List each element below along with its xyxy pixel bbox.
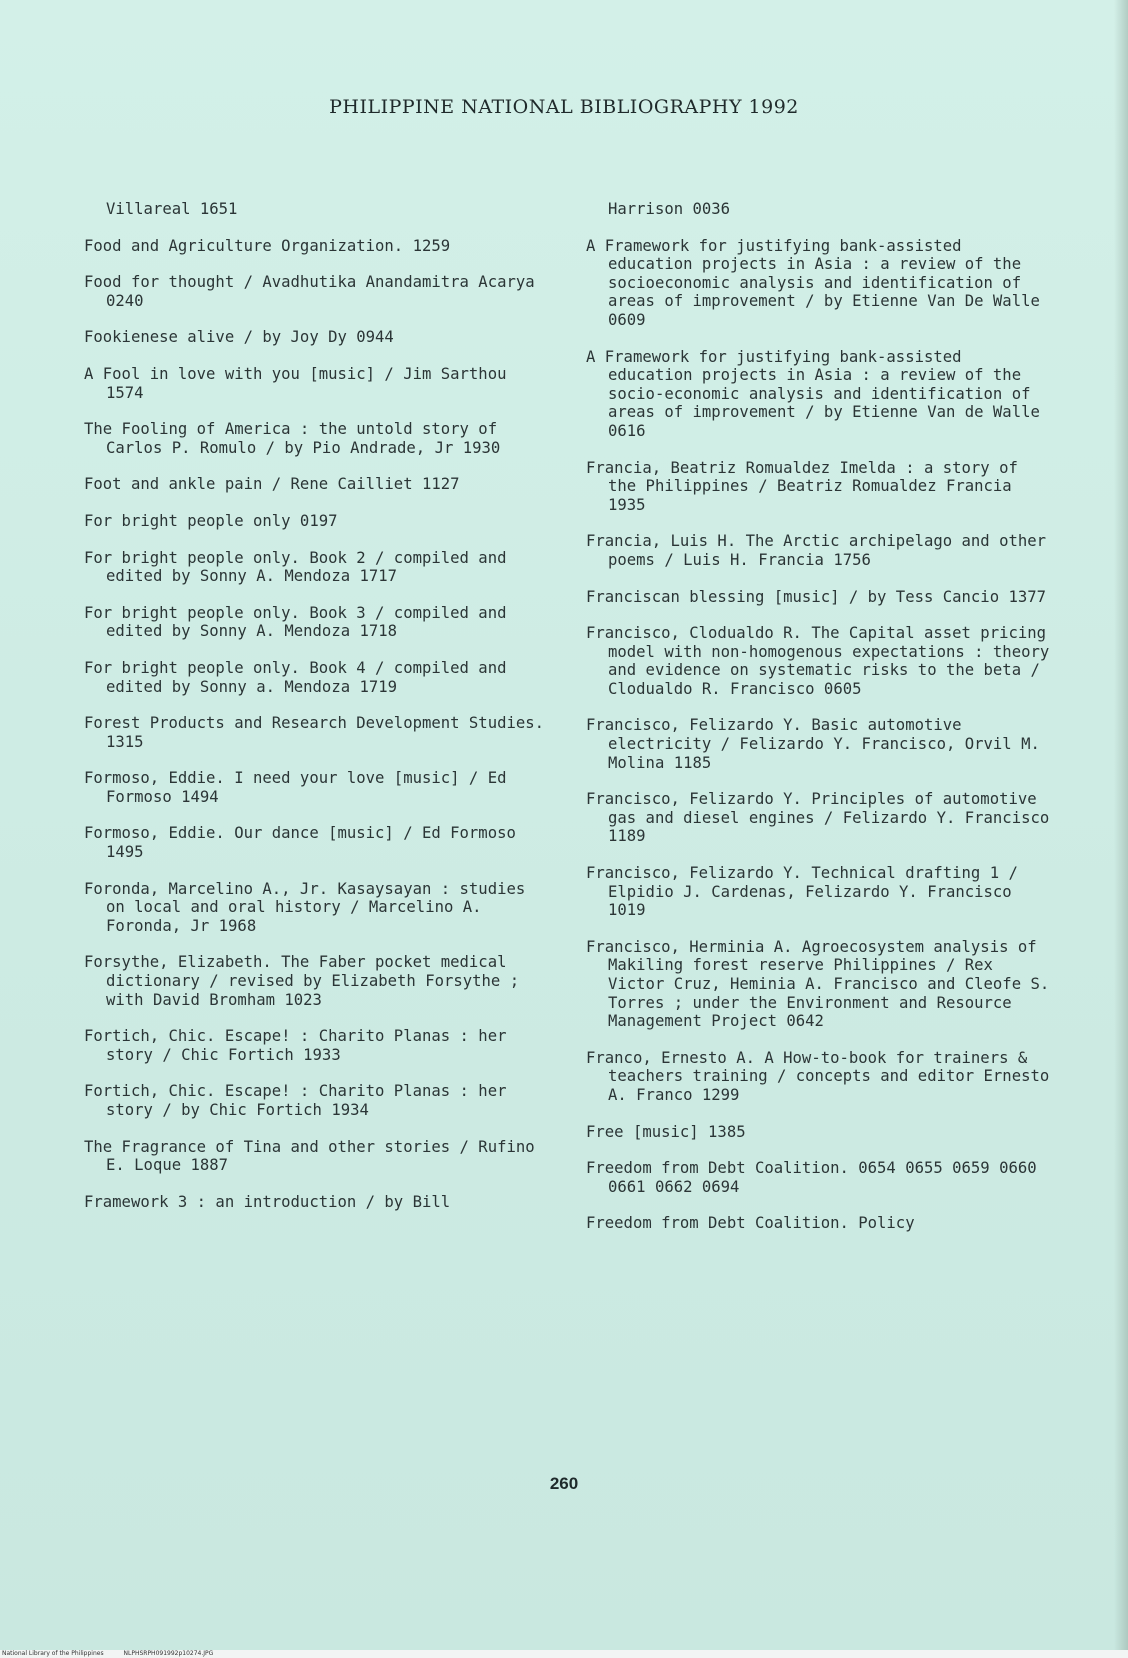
bibliography-entry: Francisco, Felizardo Y. Principles of automotive gas and diesel engines / Felizardo Y. Francisco 1189	[586, 790, 1050, 846]
bibliography-entry: Forsythe, Elizabeth. The Faber pocket medical dictionary / revised by Elizabeth Forsythe ; with David Bromham 1023	[84, 953, 520, 1009]
bibliography-entry: Francia, Luis H. The Arctic archipelago and other poems / Luis H. Francia 1756	[586, 532, 1047, 569]
right-column	[586, 200, 1051, 1251]
bibliography-entry: Francia, Beatriz Romualdez Imelda : a story of the Philippines / Beatriz Romualdez Francia 1935	[586, 458, 1018, 514]
bibliography-entry: Framework 3 : an introduction / by Bill	[84, 1192, 451, 1211]
footer-strip	[0, 1650, 1128, 1658]
bibliography-entry: Foronda, Marcelino A., Jr. Kasaysayan : studies on local and oral history / Marcelino A. Foronda, Jr 1968	[84, 879, 526, 935]
footer-caption	[2, 1650, 231, 1658]
page-edge-shadow	[1114, 0, 1128, 1658]
bibliography-entry: Francisco, Felizardo Y. Technical drafting 1 / Elpidio J. Cardenas, Felizardo Y. Francisco 1019	[586, 864, 1018, 920]
page-title: PHILIPPINE NATIONAL BIBLIOGRAPHY 1992	[329, 96, 799, 118]
bibliography-entry: For bright people only 0197	[84, 511, 338, 530]
bibliography-entry: A Fool in love with you [music] / Jim Sarthou 1574	[84, 364, 507, 402]
bibliography-entry: Francisco, Clodualdo R. The Capital asset pricing model with non-homogenous expectations : theory and evidence on systematic risks to the beta / Clodualdo R. Francisco 0605	[586, 624, 1050, 698]
bibliography-entry: A Framework for justifying bank-assisted education projects in Asia : a review of the socio-economic analysis and identification of areas of improvement / by Etienne Van de Walle 0616	[586, 347, 1040, 440]
bibliography-entry: The Fragrance of Tina and other stories / Rufino E. Loque 1887	[84, 1137, 535, 1175]
footer-library: National Library of the Philippines	[2, 1650, 104, 1657]
bibliography-entry: The Fooling of America : the untold story of Carlos P. Romulo / by Pio Andrade, Jr 1930	[84, 420, 501, 457]
bibliography-entry: Formoso, Eddie. Our dance [music] / Ed Formoso 1495	[84, 824, 516, 862]
page-number: 260	[549, 1474, 579, 1493]
footer-file: NLPHSRPH091992p10274.JPG	[123, 1650, 214, 1657]
bibliography-entry: Francisco, Herminia A. Agroecosystem analysis of Makiling forest reserve Philippines / Rex Victor Cruz, Heminia A. Francisco and Cleofe S. Torres ; under the Environment and Resource Management Project 0642	[586, 937, 1050, 1031]
bibliography-entry: For bright people only. Book 3 / compiled and edited by Sonny A. Mendoza 1718	[84, 603, 507, 641]
bibliography-entry: Food and Agriculture Organization. 1259	[84, 236, 451, 255]
bibliography-entry: Fortich, Chic. Escape! : Charito Planas : her story / by Chic Fortich 1934	[84, 1082, 507, 1119]
bibliography-entry: For bright people only. Book 4 / compiled and edited by Sonny a. Mendoza 1719	[84, 658, 507, 696]
bibliography-entry: Franco, Ernesto A. A How-to-book for trainers & teachers training / concepts and editor Ernesto A. Franco 1299	[586, 1048, 1050, 1104]
bibliography-entry: Fortich, Chic. Escape! : Charito Planas : her story / Chic Fortich 1933	[84, 1027, 507, 1064]
bibliography-entry: Freedom from Debt Coalition. Policy	[586, 1214, 915, 1233]
bibliography-entry: Francisco, Felizardo Y. Basic automotive electricity / Felizardo Y. Francisco, Orvil M. Molina 1185	[586, 716, 1040, 772]
bibliography-entry: For bright people only. Book 2 / compiled and edited by Sonny A. Mendoza 1717	[84, 548, 507, 586]
bibliography-entry: Foot and ankle pain / Rene Cailliet 1127	[84, 475, 460, 494]
bibliography-entry: Food for thought / Avadhutika Anandamitra Acarya 0240	[84, 273, 535, 310]
bibliography-entry: Formoso, Eddie. I need your love [music] / Ed Formoso 1494	[84, 769, 507, 806]
bibliography-entry: Freedom from Debt Coalition. 0654 0655 0659 0660 0661 0662 0694	[586, 1159, 1037, 1196]
bibliography-entry: A Framework for justifying bank-assisted education projects in Asia : a review of the socioeconomic analysis and identification of areas of improvement / by Etienne Van De Walle 0609	[586, 236, 1040, 329]
bibliography-entry: Franciscan blessing [music] / by Tess Cancio 1377	[586, 587, 1047, 606]
left-column	[84, 200, 549, 1229]
bibliography-entry: Free [music] 1385	[586, 1122, 746, 1141]
bibliography-entry: Harrison 0036	[608, 200, 731, 218]
bibliography-entry: Forest Products and Research Development Studies. 1315	[84, 714, 545, 751]
bibliography-entry: Fookienese alive / by Joy Dy 0944	[84, 328, 394, 347]
bibliography-entry: Villareal 1651	[106, 200, 238, 218]
